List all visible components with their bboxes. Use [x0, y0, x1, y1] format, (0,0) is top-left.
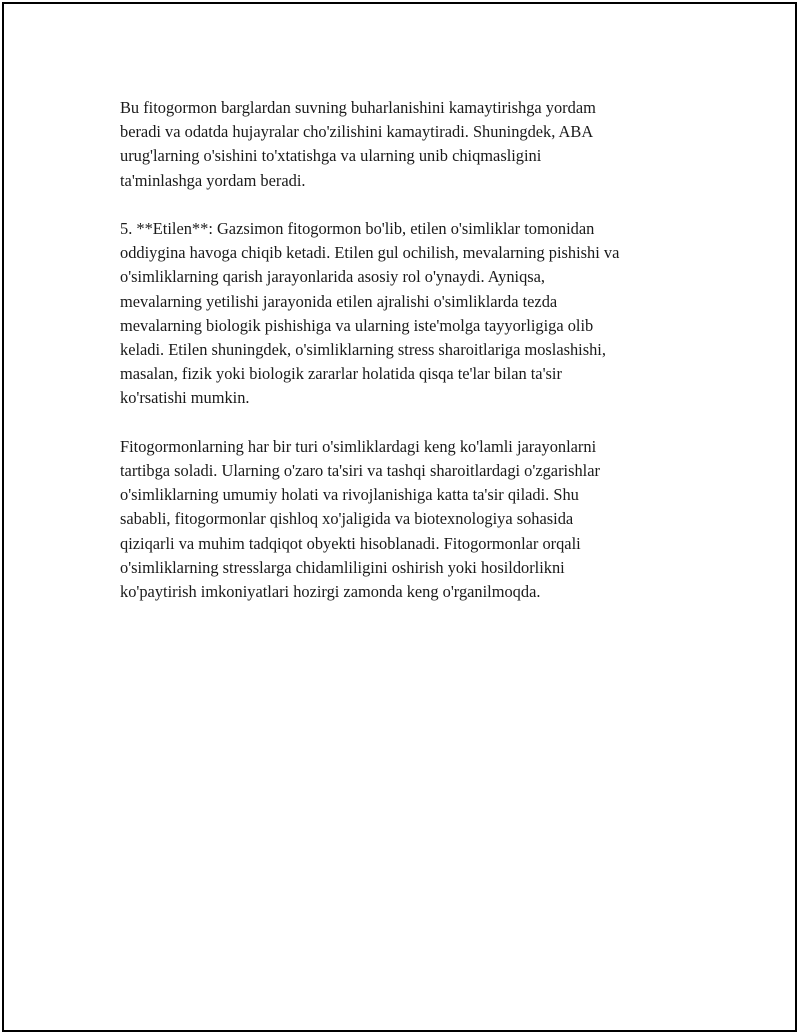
- paragraph-aba: [120, 96, 700, 193]
- text-line: oddiygina havoga chiqib ketadi. Etilen gul ochilish, mevalarning pishishi va: [120, 243, 620, 263]
- text-line: mevalarning yetilishi jarayonida etilen ajralishi o'simliklarda tezda: [120, 291, 558, 311]
- paragraph-conclusion: [120, 435, 700, 604]
- text-line: urug'larning o'sishini to'xtatishga va ularning unib chiqmasligini: [120, 146, 542, 166]
- text-line: keladi. Etilen shuningdek, o'simliklarning stress sharoitlariga moslashishi,: [120, 340, 606, 360]
- text-line: mevalarning biologik pishishiga va ularning iste'molga tayyorligiga olib: [120, 315, 594, 335]
- text-line: Bu fitogormon barglardan suvning buharlanishini kamaytirishga yordam: [120, 98, 596, 117]
- text-line: o'simliklarning umumiy holati va rivojlanishiga katta ta'sir qiladi. Shu: [120, 485, 579, 505]
- document-body: [120, 96, 700, 628]
- page-border: [2, 2, 797, 1032]
- text-line: 5. **Etilen**: Gazsimon fitogormon bo'lib, etilen o'simliklar tomonidan: [120, 219, 595, 238]
- text-line: sababli, fitogormonlar qishloq xo'jaligida va biotexnologiya sohasida: [120, 509, 574, 529]
- text-line: o'simliklarning stresslarga chidamliligini oshirish yoki hosildorlikni: [120, 557, 565, 577]
- text-line: masalan, fizik yoki biologik zararlar holatida qisqa te'lar bilan ta'sir: [120, 364, 562, 384]
- text-line: beradi va odatda hujayralar cho'zilishini kamaytiradi. Shuningdek, ABA: [120, 122, 594, 142]
- text-line: qiziqarli va muhim tadqiqot obyekti hisoblanadi. Fitogormonlar orqali: [120, 533, 581, 553]
- text-line: ko'rsatishi mumkin.: [120, 388, 250, 408]
- paragraph-etilen: [120, 217, 700, 411]
- text-line: ko'paytirish imkoniyatlari hozirgi zamonda keng o'rganilmoqda.: [120, 582, 541, 602]
- text-line: tartibga soladi. Ularning o'zaro ta'siri va tashqi sharoitlardagi o'zgarishlar: [120, 461, 600, 481]
- text-line: o'simliklarning qarish jarayonlarida asosiy rol o'ynaydi. Ayniqsa,: [120, 267, 546, 287]
- text-line: Fitogormonlarning har bir turi o'simliklardagi keng ko'lamli jarayonlarni: [120, 436, 597, 456]
- text-line: ta'minlashga yordam beradi.: [120, 170, 306, 190]
